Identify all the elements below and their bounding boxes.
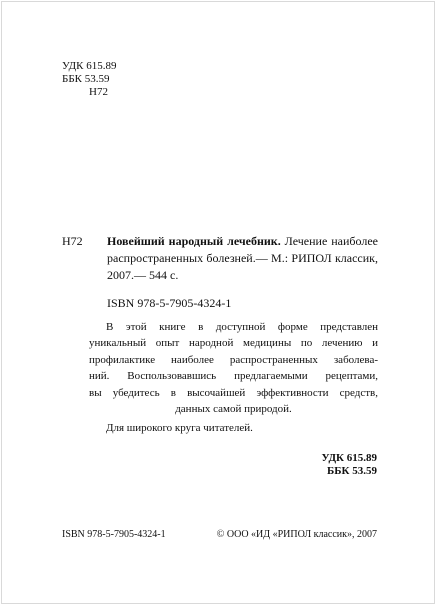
annotation-line: В этой книге в доступной форме представлен	[106, 321, 378, 333]
annotation-line: ний. Воспользовавшись предлагаемыми рецептами,	[89, 370, 378, 383]
entry-isbn: ISBN 978-5-7905-4324-1	[107, 296, 232, 310]
annotation-line: уникальный опыт народной медицины по лечению и	[89, 337, 378, 350]
author-mark: Н72	[89, 86, 108, 98]
book-title: Новейший народный лечебник.	[107, 234, 281, 248]
udk-code: УДК 615.89	[62, 60, 117, 72]
classification-codes-top	[62, 60, 117, 99]
bbk-code: ББК 53.59	[62, 73, 110, 85]
entry-author-mark: Н72	[62, 234, 83, 248]
annotation-line: данных самой природой.	[175, 403, 292, 416]
catalog-entry	[62, 233, 378, 312]
audience-note: Для широкого круга читателей.	[106, 422, 253, 435]
annotation-body	[89, 319, 378, 417]
entry-description	[107, 233, 378, 284]
annotation-line: профилактике наиболее распространенных заболева-	[89, 353, 378, 366]
annotation	[89, 319, 378, 437]
bbk-code-bottom: ББК 53.59	[326, 465, 377, 477]
book-details: Лечение наиболее распространенных болезней.— М.: РИПОЛ классик, 2007.— 544 с.	[107, 234, 378, 282]
annotation-line: вы убедитесь в высочайшей эффективности средств,	[89, 386, 378, 399]
classification-codes-bottom	[321, 452, 377, 478]
copyright: © ООО «ИД «РИПОЛ классик», 2007	[216, 529, 377, 540]
udk-code-bottom: УДК 615.89	[321, 452, 377, 464]
footer-isbn: ISBN 978-5-7905-4324-1	[62, 529, 166, 540]
